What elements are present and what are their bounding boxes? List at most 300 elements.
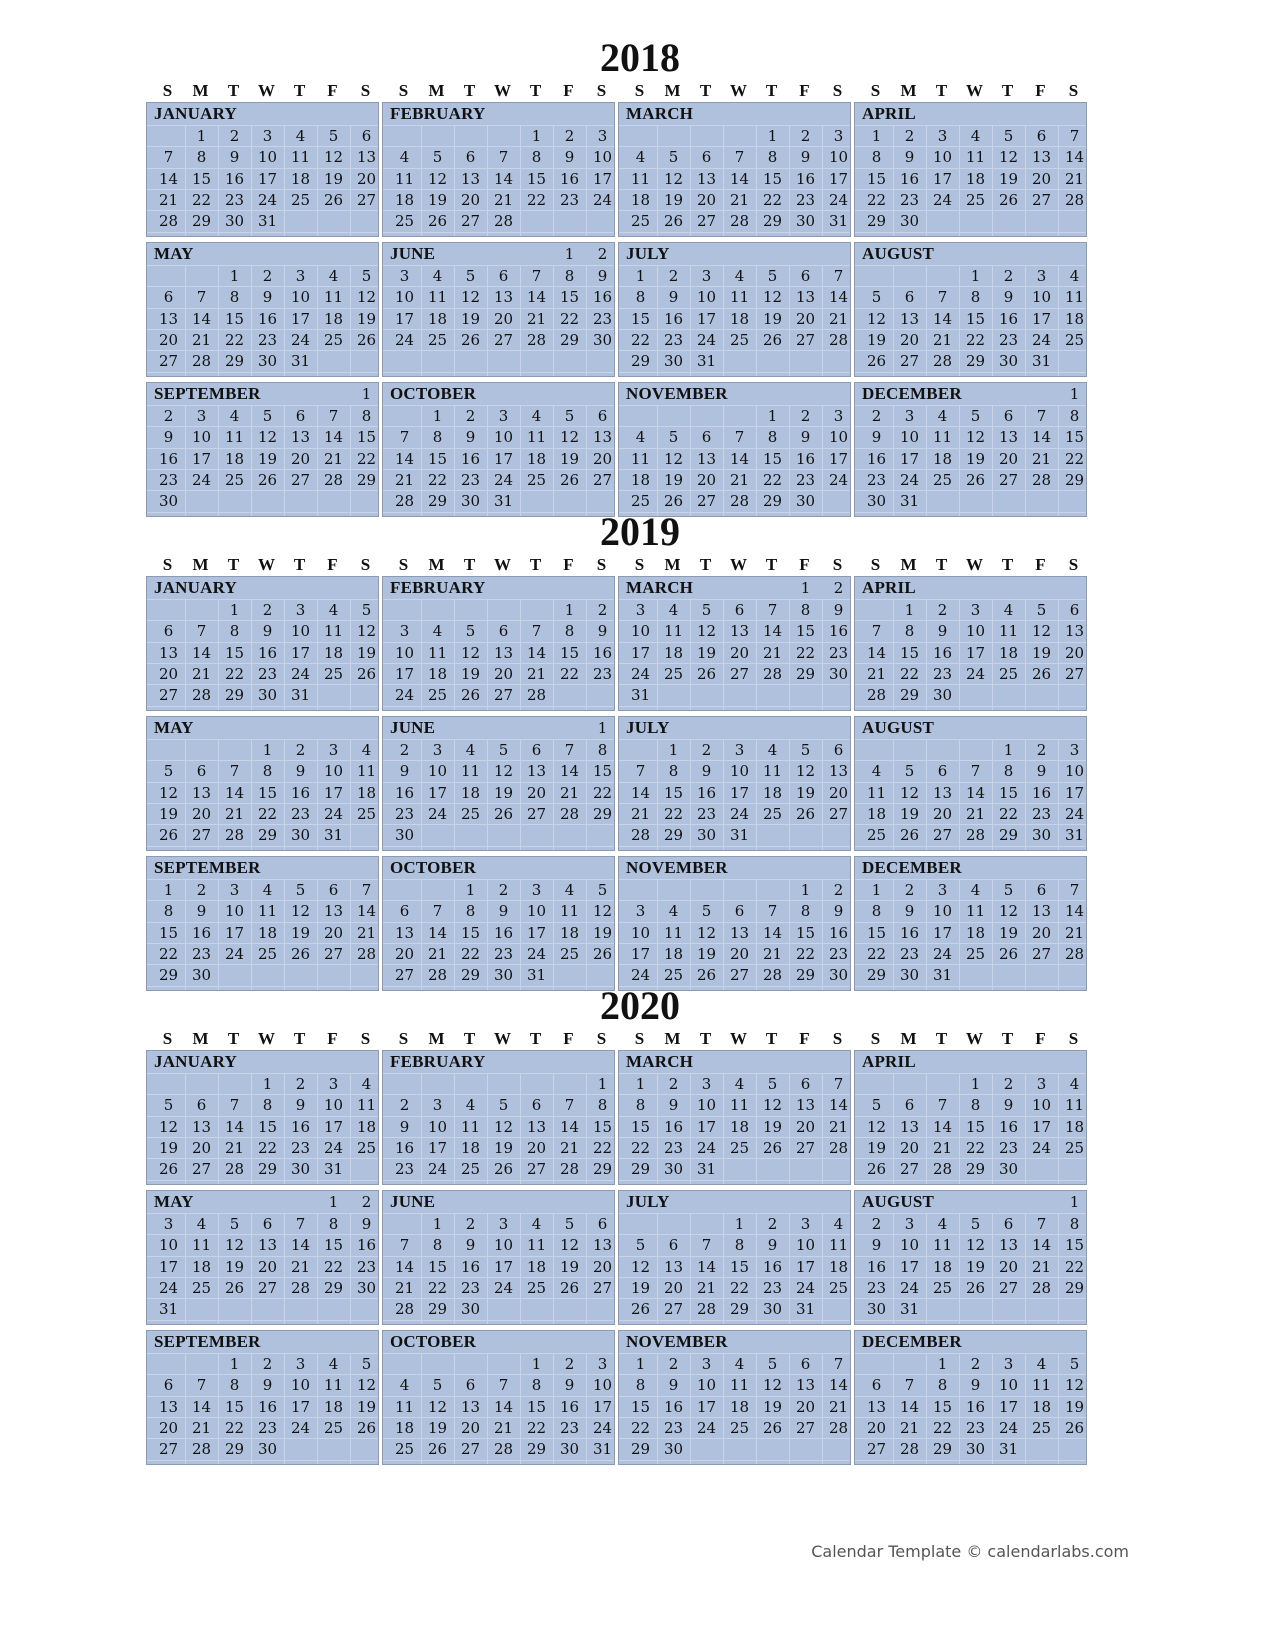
month-name: APRIL [862,104,916,123]
day-cell: 9 [767,1236,778,1255]
day-cell: 15 [427,449,448,468]
weekday-label: T [227,555,240,574]
day-cell: 10 [828,148,849,167]
day-cell: 10 [592,148,613,167]
day-cell: 22 [729,1278,750,1297]
month-february [382,576,615,711]
day-cell: 5 [767,1075,778,1093]
day-cell: 27 [592,1278,613,1297]
day-cell: 3 [635,902,646,921]
day-cell: 16 [932,643,953,662]
day-cell: 30 [224,212,245,231]
day-cell: 10 [257,148,278,167]
day-cell: 15 [592,762,613,781]
day-cell: 6 [701,148,712,167]
day-cell: 28 [224,826,245,845]
day-cell: 28 [1064,190,1085,209]
day-cell: 6 [1003,1215,1014,1233]
day-cell: 11 [323,622,344,641]
day-cell: 16 [663,1117,684,1136]
day-cell: 21 [696,1278,717,1297]
day-cell: 6 [498,622,509,641]
day-cell: 21 [965,804,986,823]
day-cell: 20 [323,923,344,942]
day-cell: 23 [866,470,887,489]
day-cell: 26 [257,470,278,489]
day-cell: 29 [630,1440,651,1459]
day-cell: 30 [828,966,849,985]
day-cell: 18 [460,1138,481,1157]
day-cell: 15 [965,1117,986,1136]
day-cell: 21 [559,1138,580,1157]
day-cell: 20 [1064,643,1085,662]
day-cell: 4 [229,407,240,425]
month-september [146,382,379,517]
day-cell: 17 [290,643,311,662]
month-february [382,102,615,237]
day-cell: 12 [663,449,684,468]
day-cell: 5 [361,267,372,285]
day-cell: 30 [257,352,278,371]
day-cell: 14 [729,169,750,188]
day-cell: 19 [663,470,684,489]
day-cell: 21 [1031,1257,1052,1276]
day-cell: 8 [262,1096,273,1115]
day-cell: 25 [559,944,580,963]
day-cell: 28 [1031,470,1052,489]
day-cell: 21 [224,1138,245,1157]
day-cell: 3 [399,267,410,285]
day-cell: 1 [668,741,679,759]
day-cell: 4 [635,428,646,447]
day-cell: 12 [559,428,580,447]
day-cell: 5 [432,1376,443,1395]
day-cell: 21 [224,804,245,823]
day-cell: 19 [696,643,717,662]
day-cell: 9 [668,1376,679,1395]
day-cell: 11 [663,622,684,641]
weekday-label: S [634,555,645,574]
day-cell: 19 [460,664,481,683]
day-cell: 25 [356,804,377,823]
day-cell: 10 [795,1236,816,1255]
day-cell: 28 [224,1160,245,1179]
day-cell: 29 [998,826,1019,845]
weekday-label: S [596,555,607,574]
day-cell: 16 [663,309,684,328]
day-cell: 19 [493,1138,514,1157]
day-cell: 10 [290,1376,311,1395]
month-name: DECEMBER [862,384,962,403]
day-cell: 25 [998,664,1019,683]
day-cell: 17 [290,309,311,328]
day-cell: 24 [526,944,547,963]
day-cell: 8 [1069,407,1080,425]
day-cell: 22 [965,330,986,349]
day-cell: 21 [729,190,750,209]
day-cell: 24 [1031,330,1052,349]
month-november [618,856,851,991]
day-cell: 6 [871,1376,882,1395]
day-cell: 25 [323,664,344,683]
day-cell: 9 [871,428,882,447]
day-cell: 8 [970,1096,981,1115]
day-cell: 18 [460,783,481,802]
day-cell: 30 [356,1278,377,1297]
day-cell: 28 [493,1440,514,1459]
day-cell: 15 [932,1397,953,1416]
day-cell: 30 [663,352,684,371]
day-cell: 14 [191,643,212,662]
day-cell: 23 [191,944,212,963]
weekday-label: T [463,81,476,100]
day-cell: 23 [592,309,613,328]
weekday-label: M [192,555,209,574]
day-cell: 19 [257,449,278,468]
day-cell: 9 [1036,762,1047,781]
day-cell: 16 [356,1236,377,1255]
day-cell: 5 [432,148,443,167]
weekday-label: T [529,81,542,100]
day-cell: 13 [290,428,311,447]
day-cell: 21 [729,470,750,489]
day-cell: 19 [866,330,887,349]
day-cell: 10 [630,622,651,641]
weekday-label: S [360,81,371,100]
weekday-label: T [935,1029,948,1048]
day-cell: 13 [998,1236,1019,1255]
day-cell: 13 [526,1117,547,1136]
day-cell: 18 [1031,1397,1052,1416]
day-cell: 3 [432,1096,443,1115]
day-cell: 17 [899,1257,920,1276]
month-february [382,1050,615,1185]
day-cell: 21 [1064,923,1085,942]
weekday-label: T [1001,81,1014,100]
day-cell: 13 [696,449,717,468]
day-cell: 25 [394,212,415,231]
day-cell: 20 [592,449,613,468]
day-cell: 31 [290,352,311,371]
day-cell: 9 [465,428,476,447]
day-cell: 15 [427,1257,448,1276]
day-cell: 16 [290,1117,311,1136]
day-cell: 21 [559,783,580,802]
day-cell: 27 [1031,944,1052,963]
day-cell: 25 [257,944,278,963]
day-cell: 19 [460,309,481,328]
day-cell: 18 [866,804,887,823]
day-cell: 26 [592,944,613,963]
month-name: JANUARY [154,1052,237,1071]
day-cell: 1 [904,601,915,619]
day-cell: 1 [800,579,811,597]
day-cell: 30 [762,1300,783,1319]
day-cell: 7 [399,1236,410,1255]
day-cell: 17 [1031,309,1052,328]
day-cell: 15 [1064,428,1085,447]
day-cell: 10 [224,902,245,921]
day-cell: 15 [257,783,278,802]
day-cell: 14 [356,902,377,921]
day-cell: 18 [729,1117,750,1136]
day-cell: 23 [460,470,481,489]
day-cell: 13 [729,923,750,942]
month-january [146,1050,379,1185]
day-cell: 1 [970,1075,981,1093]
grid-line [855,232,1086,233]
grid-line [855,846,1086,847]
day-cell: 27 [729,966,750,985]
weekday-label: M [900,1029,917,1048]
day-cell: 12 [158,783,179,802]
day-cell: 11 [290,148,311,167]
day-cell: 14 [866,643,887,662]
day-cell: 15 [866,923,887,942]
day-cell: 14 [932,309,953,328]
day-cell: 22 [630,1418,651,1437]
day-cell: 1 [432,1215,443,1233]
day-cell: 18 [323,643,344,662]
day-cell: 17 [592,169,613,188]
day-cell: 27 [158,1440,179,1459]
day-cell: 21 [762,944,783,963]
day-cell: 17 [224,923,245,942]
month-name: NOVEMBER [626,858,728,877]
day-cell: 1 [597,1075,608,1093]
month-name: FEBRUARY [390,578,486,597]
day-cell: 20 [866,1418,887,1437]
day-cell: 12 [158,1117,179,1136]
day-cell: 10 [932,902,953,921]
day-cell: 2 [970,1355,981,1373]
day-cell: 4 [564,881,575,899]
day-cell: 30 [559,1440,580,1459]
day-cell: 3 [904,1215,915,1233]
month-march [618,1050,851,1185]
day-cell: 12 [356,288,377,307]
day-cell: 26 [356,330,377,349]
day-cell: 22 [460,944,481,963]
day-cell: 2 [196,881,207,899]
day-cell: 21 [191,330,212,349]
day-cell: 16 [866,1257,887,1276]
day-cell: 24 [729,804,750,823]
day-cell: 5 [465,622,476,641]
day-cell: 17 [998,1397,1019,1416]
day-cell: 4 [328,1355,339,1373]
day-cell: 8 [229,288,240,307]
day-cell: 4 [871,762,882,781]
day-cell: 2 [262,267,273,285]
weekday-label: T [765,1029,778,1048]
grid-line [147,846,378,847]
day-cell: 28 [828,1138,849,1157]
day-cell: 24 [1031,1138,1052,1157]
weekday-label: T [293,555,306,574]
day-cell: 21 [1064,169,1085,188]
day-cell: 14 [224,1117,245,1136]
day-cell: 31 [158,1300,179,1319]
day-cell: 11 [1031,1376,1052,1395]
day-cell: 22 [899,664,920,683]
day-cell: 24 [932,190,953,209]
weekday-label: M [900,555,917,574]
day-cell: 19 [1031,643,1052,662]
day-cell: 19 [592,923,613,942]
day-cell: 5 [361,1355,372,1373]
day-cell: 6 [701,428,712,447]
month-october [382,1330,615,1465]
day-cell: 12 [866,309,887,328]
day-cell: 16 [795,169,816,188]
day-cell: 8 [871,902,882,921]
day-cell: 10 [526,902,547,921]
day-cell: 16 [460,449,481,468]
month-september [146,1330,379,1465]
day-cell: 19 [899,804,920,823]
day-cell: 17 [191,449,212,468]
day-cell: 19 [427,1418,448,1437]
day-cell: 20 [795,1397,816,1416]
day-cell: 11 [526,1236,547,1255]
day-cell: 18 [323,309,344,328]
weekday-label: T [935,81,948,100]
day-cell: 23 [290,804,311,823]
day-cell: 4 [970,127,981,145]
day-cell: 25 [729,1418,750,1437]
weekday-label: T [463,555,476,574]
day-cell: 7 [734,428,745,447]
day-cell: 10 [965,622,986,641]
grid-line [855,706,1086,707]
day-cell: 3 [295,1355,306,1373]
day-cell: 31 [899,492,920,511]
day-cell: 3 [833,127,844,145]
weekday-label: T [699,1029,712,1048]
day-cell: 11 [932,1236,953,1255]
day-cell: 9 [597,267,608,285]
day-cell: 18 [356,1117,377,1136]
day-cell: 27 [158,686,179,705]
day-cell: 19 [998,169,1019,188]
day-cell: 14 [158,169,179,188]
day-cell: 27 [526,804,547,823]
day-cell: 3 [432,741,443,759]
day-cell: 16 [394,783,415,802]
day-cell: 11 [323,1376,344,1395]
day-cell: 26 [663,212,684,231]
day-cell: 2 [465,1215,476,1233]
month-name: JUNE [390,244,436,263]
day-cell: 6 [734,601,745,619]
day-cell: 1 [635,1355,646,1373]
month-name: DECEMBER [862,1332,962,1351]
day-cell: 9 [937,622,948,641]
day-cell: 23 [762,1278,783,1297]
month-name: DECEMBER [862,858,962,877]
day-cell: 30 [965,1440,986,1459]
grid-line [855,1460,1086,1461]
day-cell: 8 [328,1215,339,1233]
day-cell: 24 [965,664,986,683]
day-cell: 30 [191,966,212,985]
day-cell: 10 [394,643,415,662]
day-cell: 25 [663,966,684,985]
day-cell: 18 [323,1397,344,1416]
day-cell: 9 [564,1376,575,1395]
day-cell: 27 [290,470,311,489]
day-cell: 7 [833,1075,844,1093]
day-cell: 6 [668,1236,679,1255]
day-cell: 6 [328,881,339,899]
day-cell: 12 [663,169,684,188]
day-cell: 2 [262,601,273,619]
day-cell: 22 [526,190,547,209]
day-cell: 27 [592,470,613,489]
day-cell: 29 [932,1440,953,1459]
day-cell: 28 [559,1160,580,1179]
day-cell: 15 [762,169,783,188]
day-cell: 15 [191,169,212,188]
day-cell: 29 [427,492,448,511]
day-cell: 16 [158,449,179,468]
day-cell: 21 [932,1138,953,1157]
day-cell: 20 [998,1257,1019,1276]
month-name: AUGUST [862,1192,935,1211]
day-cell: 18 [526,1257,547,1276]
day-cell: 28 [323,470,344,489]
day-cell: 22 [1064,449,1085,468]
day-cell: 23 [899,190,920,209]
day-cell: 26 [290,944,311,963]
day-cell: 26 [762,1418,783,1437]
day-cell: 31 [998,1440,1019,1459]
day-cell: 12 [762,1376,783,1395]
day-cell: 11 [729,1096,750,1115]
day-cell: 16 [866,449,887,468]
day-cell: 23 [998,330,1019,349]
day-cell: 2 [904,127,915,145]
day-cell: 29 [257,826,278,845]
day-cell: 9 [262,1376,273,1395]
day-cell: 19 [998,923,1019,942]
day-cell: 24 [290,1418,311,1437]
day-cell: 20 [526,1138,547,1157]
weekday-label: T [765,555,778,574]
day-cell: 23 [795,470,816,489]
day-cell: 23 [998,1138,1019,1157]
grid-line [619,846,850,847]
weekday-label: F [799,555,810,574]
day-cell: 19 [356,309,377,328]
day-cell: 25 [1064,1138,1085,1157]
day-cell: 2 [498,881,509,899]
weekday-label: T [1001,555,1014,574]
day-cell: 7 [767,601,778,619]
day-cell: 25 [427,330,448,349]
day-cell: 5 [564,407,575,425]
day-cell: 17 [828,449,849,468]
day-cell: 22 [224,330,245,349]
day-cell: 16 [965,1397,986,1416]
day-cell: 20 [998,449,1019,468]
day-cell: 23 [394,1160,415,1179]
day-cell: 24 [795,1278,816,1297]
day-cell: 2 [800,407,811,425]
day-cell: 15 [795,622,816,641]
day-cell: 7 [498,148,509,167]
